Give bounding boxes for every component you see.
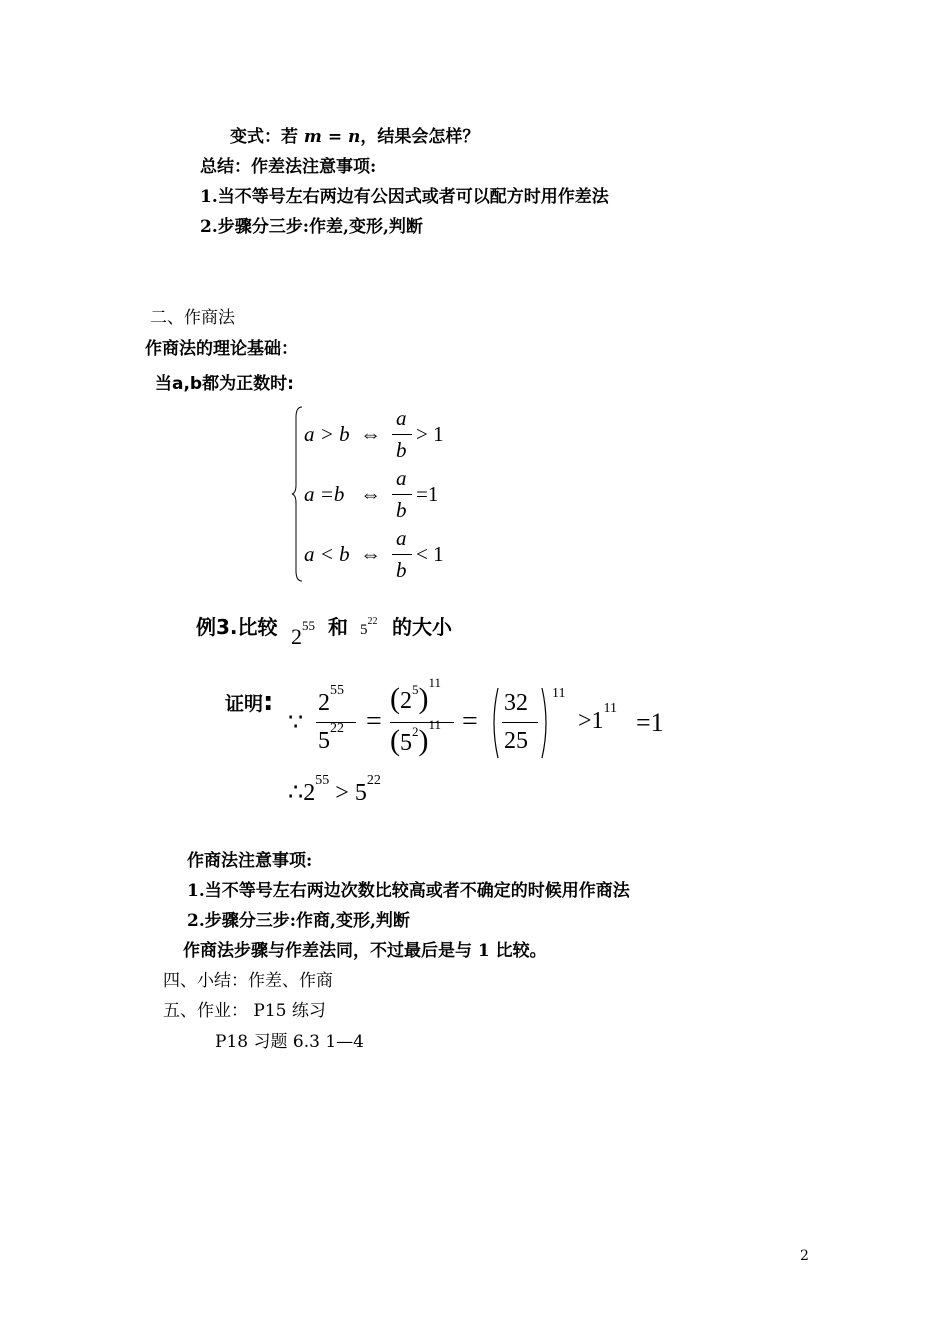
summary-point-2: 2.步骤分三步:作差,变形,判断 <box>200 217 423 237</box>
right-paren-icon <box>540 686 552 760</box>
example-exp-2: 22 <box>367 616 378 627</box>
equals-sign-1: = <box>366 706 382 737</box>
variant-m: m <box>303 127 322 147</box>
frac2-den-outer-exp: 11 <box>428 717 442 732</box>
case-1-lhs: a > b <box>304 422 350 446</box>
example-tail: 的大小 <box>392 615 452 639</box>
frac1-numerator <box>318 683 344 717</box>
case-3-iff: ⇔ <box>360 542 381 566</box>
case-1-iff: ⇔ <box>360 422 381 446</box>
conclusion <box>288 773 381 807</box>
equals-one: =1 <box>636 708 664 737</box>
frac2-den-base: 5 <box>400 730 412 756</box>
frac1-num-base: 2 <box>318 690 330 716</box>
left-brace-icon <box>290 405 304 583</box>
frac3-numerator: 32 <box>504 690 528 716</box>
case-3-lhs: a < b <box>304 542 350 566</box>
because-symbol: ∵ <box>288 710 304 736</box>
equals-sign-2: = <box>462 706 478 737</box>
case-2-fraction-bar <box>392 494 412 495</box>
greater-than-one: $>1^{11}$ <box>578 701 618 734</box>
case-3-fraction-bar <box>392 554 412 555</box>
case-3-num: a <box>396 526 407 550</box>
summary-title: 总结：作差法注意事项: <box>200 157 377 177</box>
example-exp-1: 55 <box>302 617 315 633</box>
left-paren-icon <box>488 686 500 760</box>
case-3-den: b <box>396 558 407 582</box>
one-base: 1 <box>591 708 604 734</box>
example-label: 例3.比较 <box>196 615 278 639</box>
therefore-symbol: ∴ <box>288 780 304 806</box>
concl-gt: > <box>335 780 349 806</box>
case-1-fraction-bar <box>392 434 412 435</box>
frac2-num-exp: 5 <box>412 682 419 697</box>
case-2-rhs: =1 <box>416 482 439 506</box>
quotient-note: 作商法步骤与作差法同，不过最后是与 1 比较。 <box>183 941 547 961</box>
example-and: 和 <box>328 615 348 639</box>
quotient-point-1: 1.当不等号左右两边次数比较高或者不确定的时候用作商法 <box>187 881 630 901</box>
variant-n: n <box>348 127 361 147</box>
concl-exp-1: 55 <box>315 773 330 788</box>
case-1-rhs: > 1 <box>416 422 444 446</box>
summary-point-1: 1.当不等号左右两边有公因式或者可以配方时用作差法 <box>200 187 609 207</box>
case-2-den: b <box>396 498 407 522</box>
example-term-1 <box>291 617 315 650</box>
frac1-num-exp: 55 <box>330 683 344 698</box>
frac3-denominator: 25 <box>504 728 528 754</box>
page-number: 2 <box>800 1248 809 1264</box>
variant-eq: = <box>321 127 349 147</box>
case-1-den: b <box>396 438 407 462</box>
variant-suffix: ，结果会怎样？ <box>360 127 480 147</box>
one-exp: 11 <box>603 701 618 716</box>
concl-base-2: 5 <box>354 780 367 806</box>
proof-label-text: 证明 <box>225 693 264 715</box>
example-term-2 <box>360 616 378 639</box>
frac2-denominator: $(5^2)^{11}$ <box>390 717 442 757</box>
frac2-numerator: $(2^5)^{11}$ <box>390 675 442 715</box>
variant-line <box>230 126 479 148</box>
quotient-notes-title: 作商法注意事项: <box>187 851 313 871</box>
case-2-lhs: a =b <box>304 482 345 506</box>
concl-exp-2: 22 <box>366 773 381 788</box>
frac1-denominator <box>318 721 344 755</box>
variant-prefix: 变式：若 <box>230 127 304 147</box>
frac3-bar <box>502 722 538 723</box>
concl-base-1: 2 <box>303 780 316 806</box>
case-2-num: a <box>396 466 407 490</box>
frac2-num-outer-exp: 11 <box>428 675 442 690</box>
condition-line: 当a,b都为正数时: <box>155 374 294 394</box>
homework-line-2: P18 习题 6.3 1—4 <box>215 1032 364 1052</box>
frac1-den-base: 5 <box>318 728 330 754</box>
frac2-num-base: 2 <box>400 688 412 714</box>
frac3-exponent: 11 <box>552 686 566 701</box>
homework-line-1: 五、作业： P15 练习 <box>163 1001 326 1021</box>
frac2-bar <box>390 722 454 723</box>
theory-heading: 作商法的理论基础： <box>145 339 298 359</box>
case-2-iff: ⇔ <box>360 482 381 506</box>
lesson-summary: 四、小结：作差、作商 <box>163 971 333 991</box>
case-3-rhs: < 1 <box>416 542 444 566</box>
frac2-den-exp: 2 <box>412 724 419 739</box>
section-heading-quotient: 二、作商法 <box>150 308 235 328</box>
example-base-2: 5 <box>360 622 368 638</box>
frac1-den-exp: 22 <box>330 721 344 736</box>
proof-label <box>225 687 274 717</box>
quotient-point-2: 2.步骤分三步:作商,变形,判断 <box>187 911 410 931</box>
case-1-num: a <box>396 406 407 430</box>
example-base-1: 2 <box>291 624 302 649</box>
proof-colon: : <box>263 687 274 717</box>
